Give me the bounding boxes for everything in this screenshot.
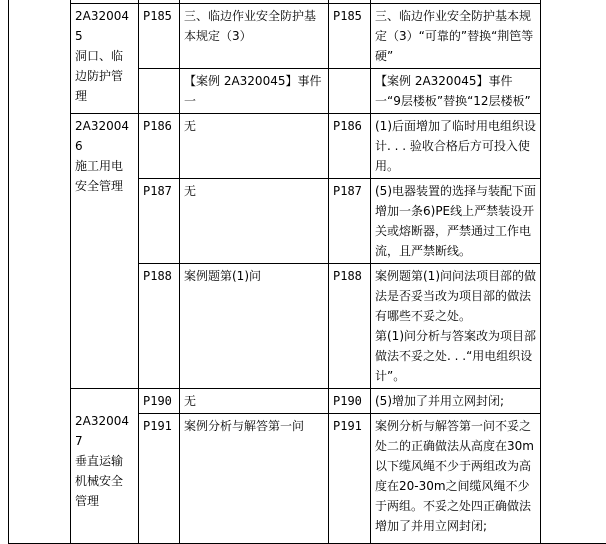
- new-page: P185: [329, 4, 371, 69]
- new-page: P190: [329, 389, 371, 414]
- change-table: [8, 0, 606, 544]
- new-page: P186: [329, 114, 371, 179]
- table-row: [9, 389, 606, 414]
- old-text: 无: [180, 114, 329, 179]
- new-text: 第(1)问分析与答案改为项目部做法不妥之处. . .“用电组织设计”。: [375, 326, 536, 386]
- old-text: 无: [180, 179, 329, 264]
- section-code: 2A320046 施工用电安全管理: [71, 114, 139, 389]
- table-row: [9, 114, 606, 179]
- old-text: 案例分析与解答第一问: [180, 414, 329, 544]
- section-code: 2A320047 垂直运输机械安全管理: [71, 389, 139, 544]
- new-text: 案例题第(1)问问法项目部的做法是否妥当改为项目部的做法有哪些不妥之处。: [375, 266, 536, 326]
- new-text: (1)后面增加了临时用电组织设计. . . 验收合格后方可投入使用。: [371, 114, 541, 179]
- section-code: 2A320045 洞口、临边防护管理: [71, 4, 139, 114]
- old-case: 【案例 2A320045】事件一: [180, 69, 329, 114]
- new-page: P191: [329, 414, 371, 544]
- old-text: 三、临边作业安全防护基本规定（3）: [180, 4, 329, 69]
- new-page: P187: [329, 179, 371, 264]
- old-page: P190: [139, 389, 180, 414]
- new-case: 【案例 2A320045】事件一“9层楼板”替换“12层楼板”: [371, 69, 541, 114]
- old-page: P187: [139, 179, 180, 264]
- old-page: P191: [139, 414, 180, 544]
- new-text-cell: [371, 264, 541, 389]
- blank-cell: [9, 0, 71, 544]
- old-text: 无: [180, 389, 329, 414]
- old-page: P185: [139, 4, 180, 69]
- new-text: (5)增加了并用立网封闭;: [371, 389, 541, 414]
- new-text: 案例分析与解答第一问不妥之处二的正确做法从高度在30m以下缆风绳不少于两组改为高度在20-30m之间缆风绳不少于两组。不妥之处四正确做法增加了并用立网封闭;: [371, 414, 541, 544]
- new-text: (5)电器装置的选择与装配下面增加一条6)PE线上严禁装设开关或熔断器，严禁通过工作电流，且严禁断线。: [371, 179, 541, 264]
- old-page: P186: [139, 114, 180, 179]
- blank-cell: [541, 0, 606, 544]
- new-page: P188: [329, 264, 371, 389]
- new-text: 三、临边作业安全防护基本规定（3）“可靠的”替换“荆笆等硬”: [371, 4, 541, 69]
- table-row: [9, 4, 606, 69]
- old-text: 案例题第(1)问: [180, 264, 329, 389]
- old-page: P188: [139, 264, 180, 389]
